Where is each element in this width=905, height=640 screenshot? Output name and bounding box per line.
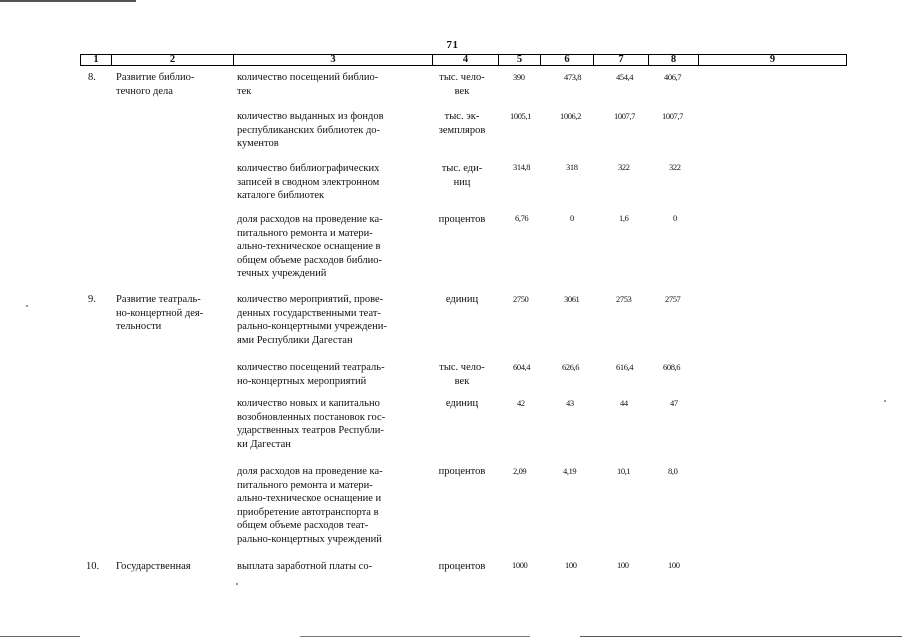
value-cell: 2757 — [665, 294, 681, 304]
unit-text — [426, 465, 498, 479]
text-line: количество посещений театраль- — [237, 362, 385, 373]
value-cell: 1000 — [512, 560, 528, 570]
column-header-1: 1 — [81, 55, 112, 65]
text-line: тыс. эк- — [444, 111, 480, 122]
indicator-text — [237, 162, 379, 203]
scan-bottom-rule — [0, 636, 80, 637]
row-number: 8. — [88, 72, 96, 83]
value-cell: 318 — [566, 162, 578, 172]
scan-bottom-rule — [580, 636, 902, 637]
text-line: тыс. чело- — [439, 362, 485, 373]
text-line: ально-техническое оснащение и — [237, 493, 382, 505]
text-line: ально-техническое оснащение в — [237, 241, 381, 253]
value-cell: 47 — [670, 398, 678, 408]
text-line: тек — [237, 85, 252, 97]
text-line: Государственная — [116, 561, 191, 572]
value-cell: 2,09 — [513, 466, 527, 476]
text-line: общем объеме расходов теат- — [237, 520, 369, 532]
value-cell: 4,19 — [563, 466, 577, 476]
text-line: возобновленных постановок гос- — [237, 411, 386, 423]
text-line: Развитие библио- — [116, 72, 195, 83]
unit-text — [426, 162, 498, 189]
value-cell: 616,4 — [616, 362, 634, 372]
text-line: ки Дагестан — [237, 438, 291, 450]
value-cell: 6,76 — [515, 213, 529, 223]
text-line: республиканских библиотек до- — [237, 124, 381, 136]
column-header-2: 2 — [112, 55, 234, 65]
indicator-text — [237, 213, 383, 281]
text-line: век — [454, 85, 470, 97]
page-number: 71 — [446, 39, 459, 51]
value-cell: 0 — [570, 213, 574, 223]
row-number: 9. — [88, 294, 96, 305]
value-cell: 3061 — [564, 294, 580, 304]
text-line: тыс. еди- — [441, 163, 483, 174]
row-number: 10. — [86, 561, 100, 572]
indicator-text — [237, 110, 384, 151]
text-line: тельности — [116, 321, 162, 333]
text-line: приобретение автотранспорта в — [237, 506, 379, 518]
text-line: количество мероприятий, прове- — [237, 294, 384, 305]
text-line: Развитие театраль- — [116, 294, 201, 305]
scan-top-line — [0, 0, 136, 2]
value-cell: 0 — [673, 213, 677, 223]
text-line: количество новых и капитально — [237, 398, 380, 409]
scan-speck — [884, 400, 886, 402]
scan-bottom-rule — [300, 636, 530, 637]
value-cell: 406,7 — [664, 72, 682, 82]
indicator-text — [237, 293, 387, 347]
value-cell: 100 — [668, 560, 680, 570]
text-line: течных учреждений — [237, 268, 327, 280]
text-line: единиц — [445, 398, 479, 409]
text-line: но-концертных мероприятий — [237, 375, 367, 387]
text-line: доля расходов на проведение ка- — [237, 214, 383, 225]
text-line: земпляров — [438, 124, 486, 136]
value-cell: 473,8 — [564, 72, 582, 82]
column-header-5: 5 — [499, 55, 541, 65]
unit-text — [426, 361, 498, 388]
unit-text — [426, 560, 498, 574]
text-line: но-концертной дея- — [116, 307, 204, 319]
column-header-9: 9 — [769, 54, 776, 65]
value-cell: 100 — [565, 560, 577, 570]
text-line: питального ремонта и матери- — [237, 227, 373, 239]
unit-text — [426, 397, 498, 411]
value-cell: 390 — [513, 72, 525, 82]
text-line: количество посещений библио- — [237, 72, 379, 83]
column-header-8: 8 — [649, 55, 699, 65]
value-cell: 10,1 — [617, 466, 631, 476]
value-cell: 1007,7 — [614, 111, 635, 121]
scan-speck — [236, 583, 238, 585]
value-cell: 1005,1 — [510, 111, 531, 121]
column-header-7: 7 — [594, 55, 649, 65]
text-line: питального ремонта и матери- — [237, 479, 373, 491]
unit-text — [426, 110, 498, 137]
text-line: ударственных театров Республи- — [237, 425, 384, 437]
unit-text — [426, 293, 498, 307]
column-header-3: 3 — [234, 55, 433, 65]
value-cell: 2753 — [616, 294, 632, 304]
indicator-text — [237, 465, 383, 547]
indicator-text — [237, 71, 378, 98]
value-cell: 322 — [618, 162, 630, 172]
text-line: денных государственными теат- — [237, 307, 381, 319]
text-line: каталоге библиотек — [237, 190, 325, 202]
text-line: рально-концертными учреждени- — [237, 321, 387, 333]
table-header — [80, 54, 847, 66]
text-line: тыс. чело- — [439, 72, 485, 83]
indicator-text — [237, 397, 385, 451]
scan-speck — [26, 305, 28, 307]
section-name — [116, 560, 191, 574]
text-line: рально-концертных учреждений — [237, 533, 382, 545]
text-line: ниц — [453, 176, 471, 188]
value-cell: 42 — [517, 398, 525, 408]
value-cell: 626,6 — [562, 362, 580, 372]
indicator-text — [237, 560, 372, 574]
value-cell: 1006,2 — [560, 111, 581, 121]
value-cell: 100 — [617, 560, 629, 570]
indicator-text — [237, 361, 385, 388]
section-name — [116, 71, 194, 98]
text-line: общем объеме расходов библио- — [237, 254, 383, 266]
unit-text — [426, 71, 498, 98]
text-line: ями Республики Дагестан — [237, 334, 353, 346]
column-header-6: 6 — [541, 55, 594, 65]
column-header-4: 4 — [433, 55, 499, 65]
value-cell: 1007,7 — [662, 111, 683, 121]
text-line: доля расходов на проведение ка- — [237, 466, 383, 477]
text-line: кументов — [237, 138, 279, 150]
value-cell: 314,8 — [513, 162, 531, 172]
text-line: процентов — [438, 466, 486, 477]
text-line: количество библиографических — [237, 163, 380, 174]
text-line: выплата заработной платы со- — [237, 561, 373, 572]
text-line: единиц — [445, 294, 479, 305]
value-cell: 2750 — [513, 294, 529, 304]
value-cell: 8,0 — [668, 466, 678, 476]
value-cell: 608,6 — [663, 362, 681, 372]
value-cell: 1,6 — [619, 213, 629, 223]
text-line: век — [454, 375, 470, 387]
text-line: процентов — [438, 561, 486, 572]
text-line: процентов — [438, 214, 486, 225]
section-name — [116, 293, 203, 334]
value-cell: 604,4 — [513, 362, 531, 372]
text-line: течного дела — [116, 85, 173, 97]
value-cell: 322 — [669, 162, 681, 172]
value-cell: 454,4 — [616, 72, 634, 82]
text-line: записей в сводном электронном — [237, 176, 380, 188]
text-line: количество выданных из фондов — [237, 111, 384, 122]
value-cell: 43 — [566, 398, 574, 408]
unit-text — [426, 213, 498, 227]
value-cell: 44 — [620, 398, 628, 408]
